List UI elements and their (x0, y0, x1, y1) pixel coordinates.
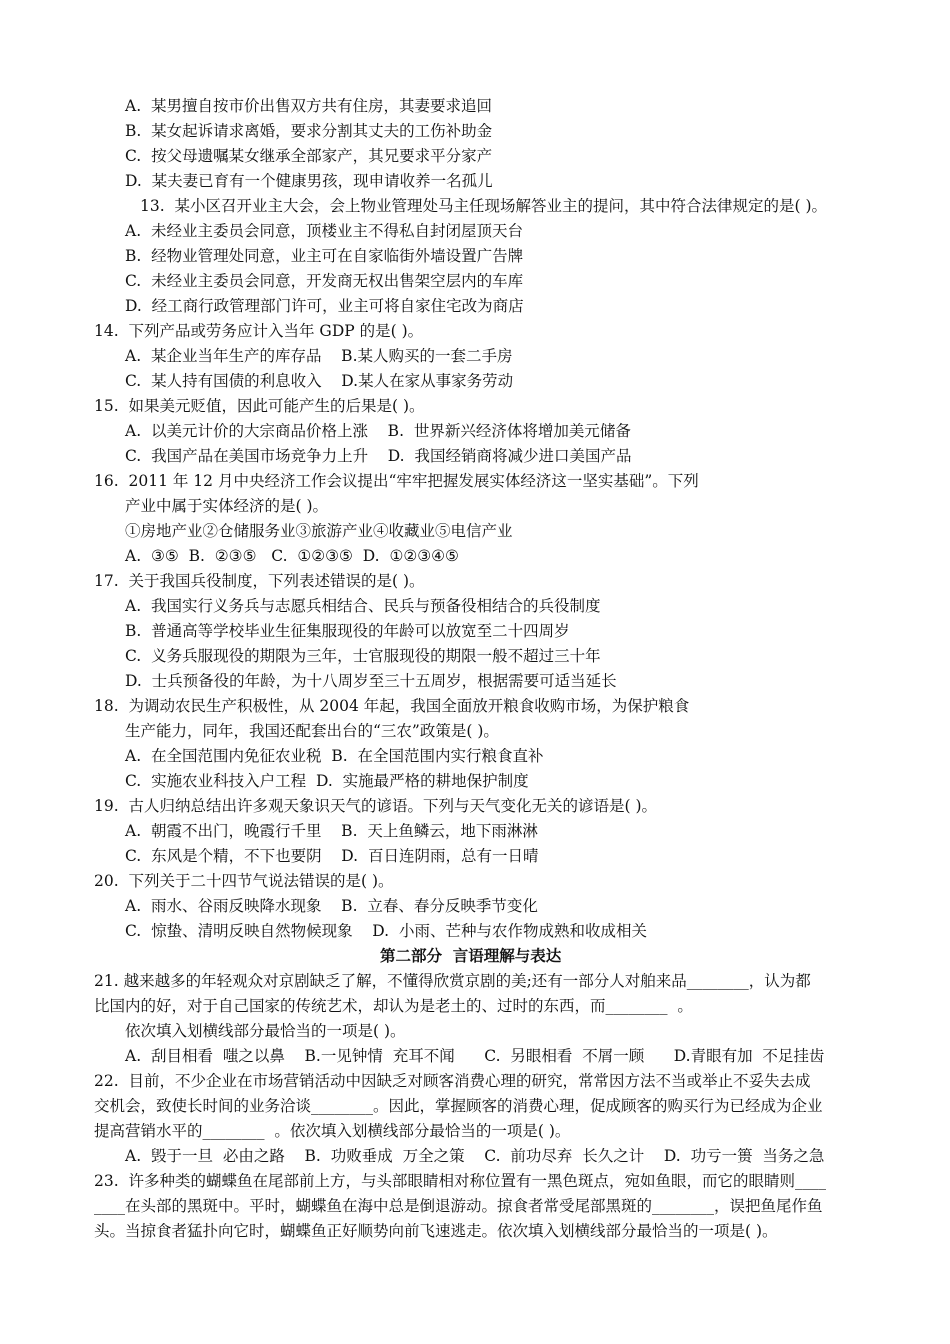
q15-options-cd: C. 我国产品在美国市场竞争力上升 D. 我国经销商将减少进口美国产品 (125, 447, 632, 465)
q14-stem: 14. 下列产品或劳务应计入当年 GDP 的是( )。 (94, 322, 424, 340)
q14-options-cd: C. 某人持有国债的利息收入 D.某人在家从事家务劳动 (125, 372, 514, 390)
q21-options: A. 刮目相看 嗤之以鼻 B.一见钟情 充耳不闻 C. 另眼相看 不屑一顾 D.青眼有加 不足挂齿 (125, 1047, 825, 1065)
q14-options-ab: A. 某企业当年生产的库存品 B.某人购买的一套二手房 (125, 347, 513, 365)
q15-stem: 15. 如果美元贬值，因此可能产生的后果是( )。 (94, 397, 425, 415)
q12-option-d: D. 某夫妻已育有一个健康男孩，现申请收养一名孤儿 (125, 172, 493, 190)
q17-option-b: B. 普通高等学校毕业生征集服现役的年龄可以放宽至二十四周岁 (125, 622, 570, 640)
q12-option-a: A. 某男擅自按市价出售双方共有住房，其妻要求追回 (125, 97, 492, 115)
q20-options-ab: A. 雨水、谷雨反映降水现象 B. 立春、春分反映季节变化 (125, 897, 538, 915)
q20-stem: 20. 下列关于二十四节气说法错误的是( )。 (94, 872, 394, 890)
q19-options-cd: C. 东风是个精，不下也要阴 D. 百日连阴雨，总有一日晴 (125, 847, 539, 865)
q12-option-b: B. 某女起诉请求离婚，要求分割其丈夫的工伤补助金 (125, 122, 493, 140)
q22-options: A. 毁于一旦 必由之路 B. 功败垂成 万全之策 C. 前功尽弃 长久之计 D. 功亏一篑 当务之急 (125, 1147, 825, 1165)
section-heading: 第二部分 言语理解与表达 (380, 946, 562, 965)
q19-options-ab: A. 朝霞不出门，晚霞行千里 B. 天上鱼鳞云，地下雨淋淋 (125, 822, 538, 840)
q13-option-b: B. 经物业管理处同意，业主可在自家临街外墙设置广告牌 (125, 247, 524, 265)
q17-option-a: A. 我国实行义务兵与志愿兵相结合、民兵与预备役相结合的兵役制度 (125, 597, 601, 615)
q16-items: ①房地产业②仓储服务业③旅游产业④收藏业⑤电信产业 (125, 522, 513, 540)
q16-stem-cont: 产业中属于实体经济的是( )。 (125, 497, 329, 515)
q21-stem-cont: 比国内的好，对于自己国家的传统艺术，却认为是老土的、过时的东西，而________ 。 (94, 997, 693, 1015)
q16-stem: 16. 2011 年 12 月中央经济工作会议提出“牢牢把握发展实体经济这一坚实基础”。下列 (94, 472, 699, 490)
q21-instruction: 依次填入划横线部分最恰当的一项是( )。 (125, 1022, 406, 1040)
q13-option-a: A. 未经业主委员会同意，顶楼业主不得私自封闭屋顶天台 (125, 222, 523, 240)
q20-options-cd: C. 惊蛰、清明反映自然物候现象 D. 小雨、芒种与农作物成熟和收成相关 (125, 922, 647, 940)
q16-options: A. ③⑤ B. ②③⑤ C. ①②③⑤ D. ①②③④⑤ (125, 547, 459, 565)
q18-stem-cont: 生产能力，同年，我国还配套出台的“三农”政策是( )。 (125, 722, 499, 740)
q23-stem: 23. 许多种类的蝴蝶鱼在尾部前上方，与头部眼睛相对称位置有一黑色斑点，宛如鱼眼，而它的眼睛则____ (94, 1172, 827, 1190)
q13-option-d: D. 经工商行政管理部门许可，业主可将自家住宅改为商店 (125, 297, 524, 315)
q23-stem-cont: ____在头部的黑斑中。平时，蝴蝶鱼在海中总是倒退游动。掠食者常受尾部黑斑的________，误把鱼尾作鱼 (94, 1197, 823, 1215)
q22-stem-cont: 交机会，致使长时间的业务洽谈________。因此，掌握顾客的消费心理，促成顾客的购买行为已经成为企业 (94, 1097, 823, 1115)
q18-stem: 18. 为调动农民生产积极性，从 2004 年起，我国全面放开粮食收购市场，为保护粮食 (94, 697, 690, 715)
q22-instruction: 提高营销水平的________ 。依次填入划横线部分最恰当的一项是( )。 (94, 1122, 571, 1140)
q21-stem: 21. 越来越多的年轻观众对京剧缺乏了解，不懂得欣赏京剧的美;还有一部分人对舶来品________，认为都 (94, 972, 811, 990)
q19-stem: 19. 古人归纳总结出许多观天象识天气的谚语。下列与天气变化无关的谚语是( )。 (94, 797, 658, 815)
q23-instruction: 头。当掠食者猛扑向它时，蝴蝶鱼正好顺势向前飞速逃走。依次填入划横线部分最恰当的一项是( )。 (94, 1222, 778, 1240)
q13-option-c: C. 未经业主委员会同意，开发商无权出售架空层内的车库 (125, 272, 524, 290)
q22-stem: 22. 目前，不少企业在市场营销活动中因缺乏对顾客消费心理的研究，常常因方法不当或举止不妥失去成 (94, 1072, 811, 1090)
q13-stem: 13. 某小区召开业主大会，会上物业管理处马主任现场解答业主的提问，其中符合法律规定的是( )。 (140, 197, 828, 215)
q17-stem: 17. 关于我国兵役制度，下列表述错误的是( )。 (94, 572, 425, 590)
q17-option-d: D. 士兵预备役的年龄，为十八周岁至三十五周岁，根据需要可适当延长 (125, 672, 617, 690)
q17-option-c: C. 义务兵服现役的期限为三年，士官服现役的期限一般不超过三十年 (125, 647, 601, 665)
q18-options-cd: C. 实施农业科技入户工程 D. 实施最严格的耕地保护制度 (125, 772, 529, 790)
q12-option-c: C. 按父母遗嘱某女继承全部家产，其兄要求平分家产 (125, 147, 493, 165)
q18-options-ab: A. 在全国范围内免征农业税 B. 在全国范围内实行粮食直补 (125, 747, 544, 765)
q15-options-ab: A. 以美元计价的大宗商品价格上涨 B. 世界新兴经济体将增加美元储备 (125, 422, 631, 440)
